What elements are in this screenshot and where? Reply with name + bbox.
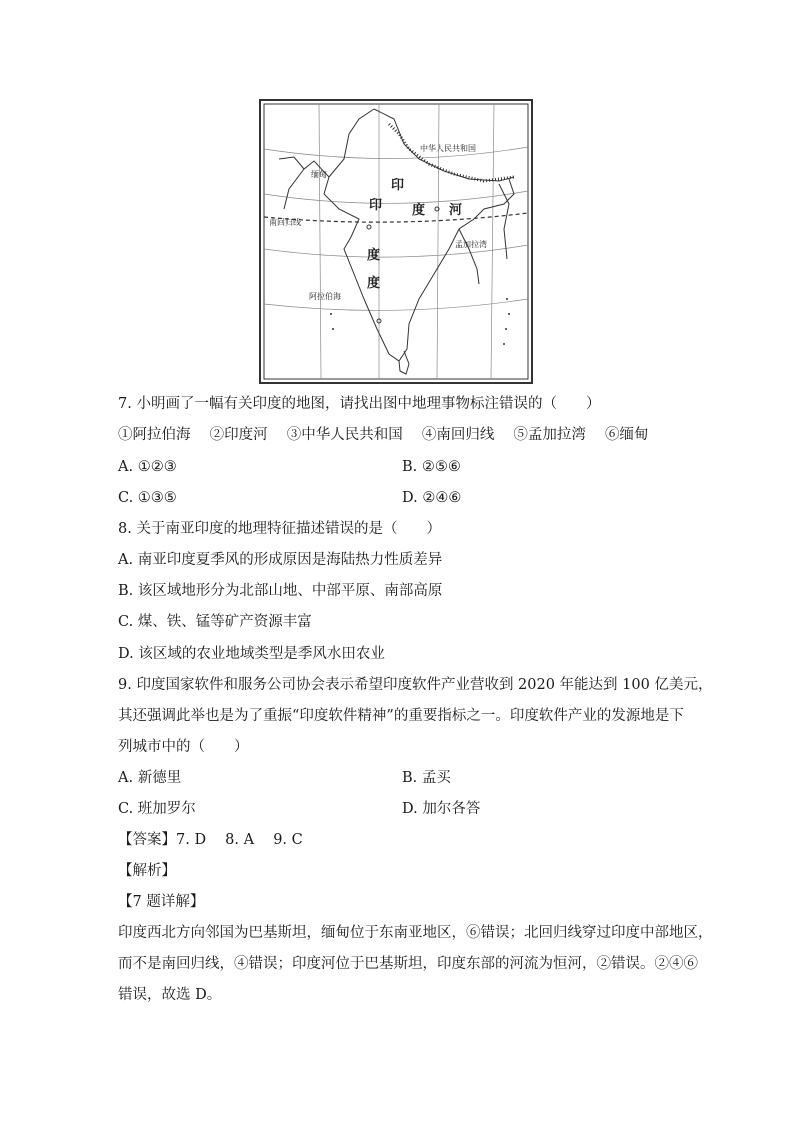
label-india-char3: 度 — [367, 276, 381, 291]
q8-option-c: C. 煤、铁、锰等矿产资源丰富 — [118, 614, 312, 630]
explanation-line-3: 错误，故选 D。 — [118, 987, 222, 1003]
q7-option-c: C. ①③⑤ — [118, 490, 177, 506]
q7-option-b: B. ②⑤⑥ — [402, 459, 461, 475]
q8-option-b: B. 该区域地形分为北部山地、中部平原、南部高原 — [118, 583, 443, 599]
q8-option-a: A. 南亚印度夏季风的形成原因是海陆热力性质差异 — [118, 552, 443, 568]
q8-stem: 8. 关于南亚印度的地理特征描述错误的是（ ） — [118, 521, 441, 537]
explanation-line-2: 而不是南回归线，④错误；印度河位于巴基斯坦，印度东部的河流为恒河，②错误。②④⑥ — [118, 956, 698, 972]
q7-option-a: A. ①②③ — [118, 459, 177, 475]
label-india-char2: 度 — [367, 248, 381, 263]
q7-items: ①阿拉伯海 ②印度河 ③中华人民共和国 ④南回归线 ⑤孟加拉湾 ⑥缅甸 — [118, 427, 649, 443]
analysis-heading: 【解析】 — [118, 863, 176, 879]
india-map-figure — [259, 99, 533, 384]
label-bay: 孟加拉湾 — [455, 240, 487, 249]
label-tropic: 南回归线 — [269, 218, 301, 227]
label-burma: 缅甸 — [311, 170, 327, 179]
q7-option-d: D. ②④⑥ — [402, 490, 462, 506]
q9-stem-line-2: 其还强调此举也是为了重振“印度软件精神”的重要指标之一。印度软件产业的发源地是下 — [118, 708, 684, 724]
label-china: 中华人民共和国 — [420, 144, 476, 153]
india-map-svg — [259, 99, 533, 384]
answer-line: 【答案】7. D 8. A 9. C — [118, 832, 303, 848]
q9-option-d: D. 加尔各答 — [402, 801, 481, 817]
explanation-line-1: 印度西北方向邻国为巴基斯坦，缅甸位于东南亚地区，⑥错误；北回归线穿过印度中部地区， — [118, 925, 713, 941]
q9-option-b: B. 孟买 — [402, 770, 451, 786]
q9-option-a: A. 新德里 — [118, 770, 182, 786]
label-river-char3: 河 — [449, 203, 463, 218]
q9-option-c: C. 班加罗尔 — [118, 801, 196, 817]
label-river-char2: 度 — [412, 203, 426, 218]
detail-heading: 【7 题详解】 — [118, 894, 205, 910]
q7-stem: 7. 小明画了一幅有关印度的地图，请找出图中地理事物标注错误的（ ） — [118, 396, 601, 412]
label-arabian: 阿拉伯海 — [309, 292, 341, 301]
q8-option-d: D. 该区域的农业地域类型是季风水田农业 — [118, 646, 385, 662]
q9-stem-line-1: 9. 印度国家软件和服务公司协会表示希望印度软件产业营收到 2020 年能达到 100 亿美元， — [118, 677, 713, 693]
q9-stem-line-3: 列城市中的（ ） — [118, 739, 249, 755]
label-india-char1: 印 — [391, 178, 405, 193]
label-river-char1: 印 — [369, 198, 383, 213]
